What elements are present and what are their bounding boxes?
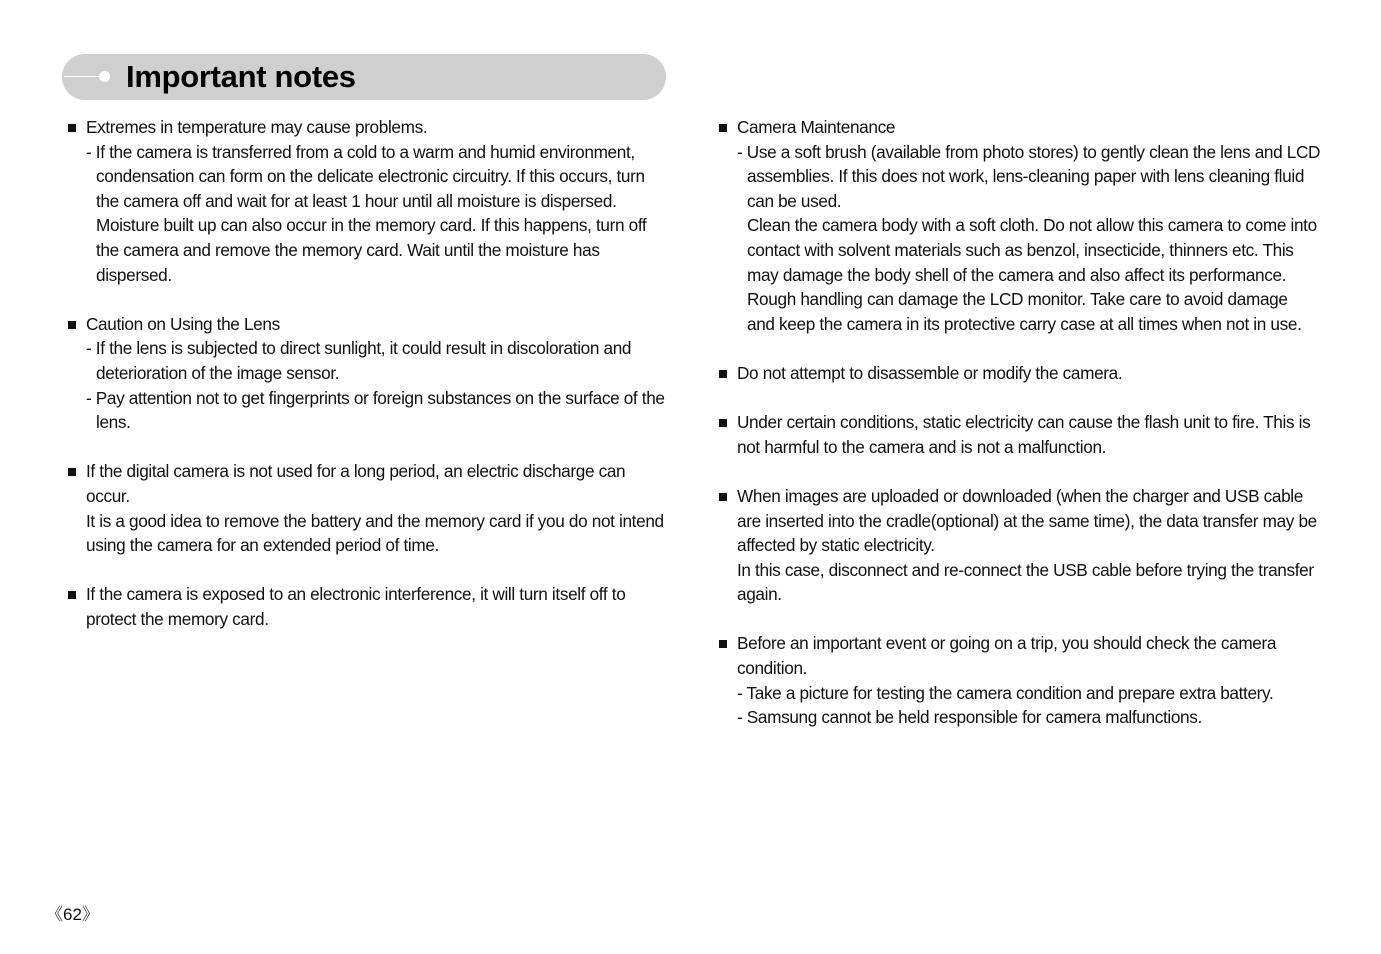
note-line: In this case, disconnect and re-connect the USB cable before trying the transfer: [737, 559, 1314, 580]
note-line: - Take a picture for testing the camera condition and prepare extra battery.: [737, 682, 1274, 703]
note-item: [68, 582, 668, 631]
title-decoration-line: [64, 76, 102, 77]
square-bullet-icon: [719, 640, 727, 648]
right-column: [719, 115, 1319, 754]
note-line: Moisture built up can also occur in the memory card. If this happens, turn off: [96, 215, 647, 236]
note-item: [719, 361, 1319, 386]
note-line: Before an important event or going on a trip, you should check the camera: [737, 633, 1277, 654]
page-title: Important notes: [126, 59, 356, 94]
note-line: the camera and remove the memory card. Wait until the moisture has: [96, 239, 600, 260]
note-line: Rough handling can damage the LCD monitor. Take care to avoid damage: [747, 289, 1288, 310]
note-line: deterioration of the image sensor.: [96, 362, 340, 383]
note-line: Extremes in temperature may cause problems.: [86, 117, 428, 137]
note-line: dispersed.: [96, 264, 172, 285]
square-bullet-icon: [719, 124, 727, 132]
left-column: [68, 115, 668, 656]
note-line: Camera Maintenance: [737, 117, 896, 137]
note-line: - If the camera is transferred from a cold to a warm and humid environment,: [86, 141, 635, 162]
note-line: Clean the camera body with a soft cloth. Do not allow this camera to come into: [747, 215, 1317, 236]
note-line: If the camera is exposed to an electronic interference, it will turn itself off to: [86, 584, 626, 605]
note-line: It is a good idea to remove the battery and the memory card if you do not intend: [86, 510, 664, 531]
note-line: protect the memory card.: [86, 608, 269, 629]
square-bullet-icon: [719, 370, 727, 378]
note-item: [719, 410, 1319, 459]
note-line: condensation can form on the delicate electronic circuitry. If this occurs, turn: [96, 166, 645, 187]
note-item: [68, 115, 668, 287]
note-line: Under certain conditions, static electricity can cause the flash unit to fire. This is: [737, 412, 1311, 433]
note-line: - Samsung cannot be held responsible for camera malfunctions.: [737, 707, 1202, 728]
note-line: the camera off and wait for at least 1 hour until all moisture is dispersed.: [96, 190, 617, 211]
note-item: [719, 631, 1319, 729]
note-line: not harmful to the camera and is not a malfunction.: [737, 436, 1107, 457]
note-line: When images are uploaded or downloaded (when the charger and USB cable: [737, 485, 1303, 506]
note-line: occur.: [86, 485, 130, 506]
note-line: affected by static electricity.: [737, 535, 935, 556]
note-item: [68, 459, 668, 557]
note-line: If the digital camera is not used for a long period, an electric discharge can: [86, 461, 626, 482]
square-bullet-icon: [719, 419, 727, 427]
note-line: - Pay attention not to get fingerprints or foreign substances on the surface of the: [86, 387, 665, 408]
title-decoration-dot: [99, 71, 110, 82]
note-item: [68, 312, 668, 435]
note-line: using the camera for an extended period of time.: [86, 535, 439, 556]
note-line: lens.: [96, 412, 131, 433]
note-line: condition.: [737, 658, 808, 679]
note-line: may damage the body shell of the camera and also affect its performance.: [747, 264, 1287, 285]
note-line: and keep the camera in its protective carry case at all times when not in use.: [747, 313, 1302, 334]
note-item: [719, 115, 1319, 336]
square-bullet-icon: [719, 493, 727, 501]
note-line: can be used.: [747, 190, 842, 211]
square-bullet-icon: [68, 124, 76, 132]
note-line: Do not attempt to disassemble or modify the camera.: [737, 362, 1123, 383]
note-line: Caution on Using the Lens: [86, 313, 280, 334]
note-item: [719, 484, 1319, 607]
note-line: again.: [737, 584, 782, 605]
note-line: - If the lens is subjected to direct sunlight, it could result in discoloration and: [86, 338, 632, 359]
note-line: contact with solvent materials such as benzol, insecticide, thinners etc. This: [747, 239, 1294, 260]
note-line: assemblies. If this does not work, lens-cleaning paper with lens cleaning fluid: [747, 166, 1305, 187]
note-line: are inserted into the cradle(optional) at the same time), the data transfer may be: [737, 510, 1317, 531]
square-bullet-icon: [68, 321, 76, 329]
page-number: 《62》: [46, 905, 99, 924]
note-line: - Use a soft brush (available from photo stores) to gently clean the lens and LCD: [737, 141, 1321, 162]
square-bullet-icon: [68, 591, 76, 599]
square-bullet-icon: [68, 468, 76, 476]
